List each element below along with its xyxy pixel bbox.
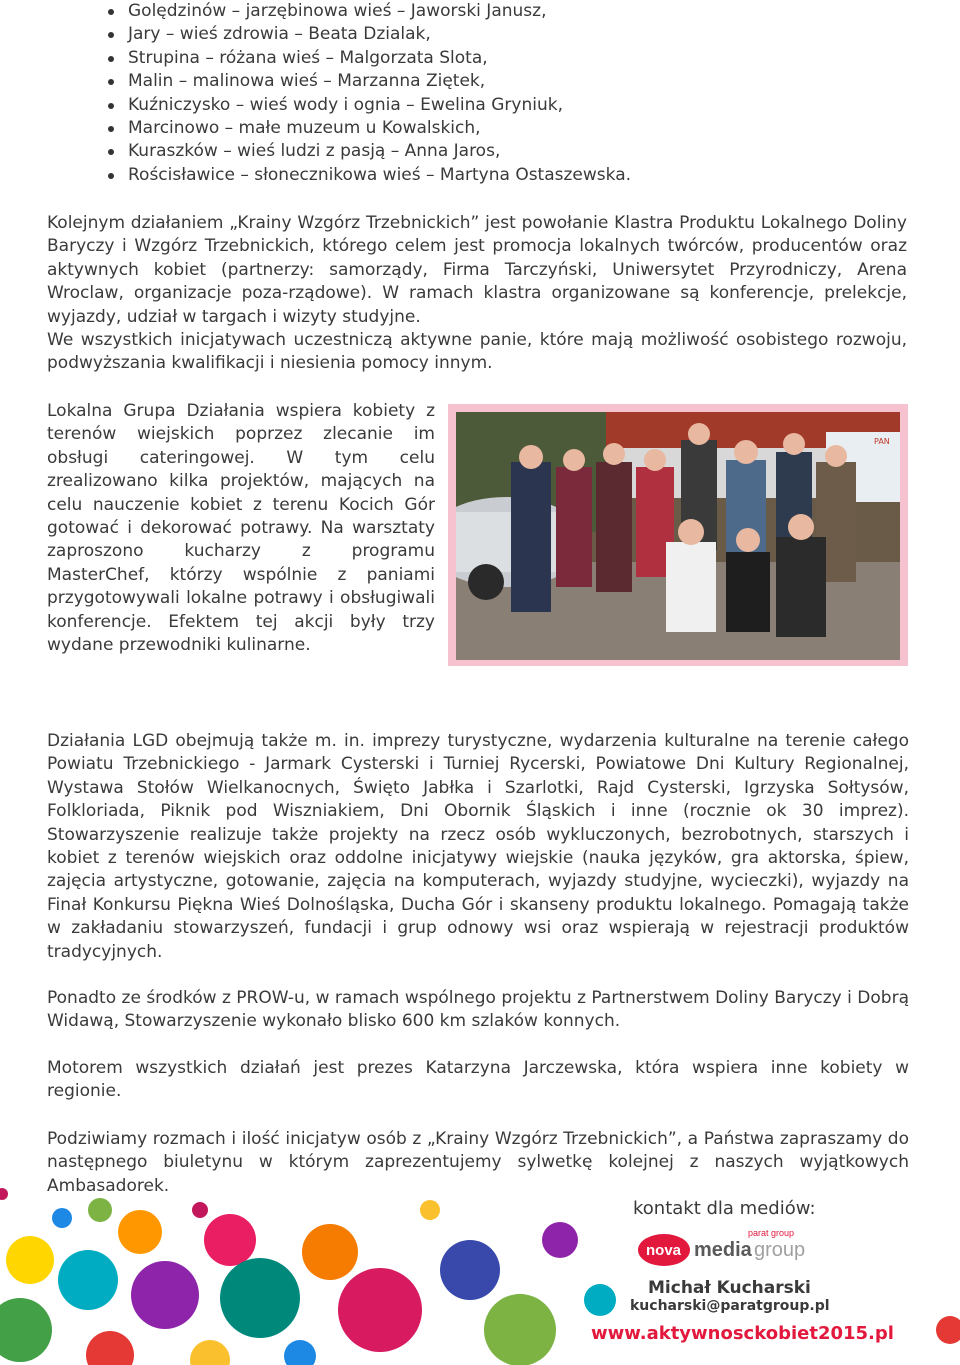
contact-email[interactable]: kucharski@paratgroup.pl <box>630 1298 830 1314</box>
logo-group-text: group <box>754 1239 806 1261</box>
catering-paragraph: Lokalna Grupa Działania wspiera kobiety z terenów wiejskich poprzez zlecanie im obsługi cateringowej. W tym celu zrealizowano kilka projektów, mających na celu nauczenie kobiet z terenu Kocich Gór gotować i dekorować potrawy. Na warsztaty zaproszono kucharzy z programu MasterChef, którzy wspólnie z paniami przygotowywali lokalne potrawy i obsługiwali konferencje. Efektem tej akcji były trzy wydane przewodniki kulinarne. <box>47 401 435 656</box>
list-item: Kuraszków – wieś ludzi z pasją – Anna Jaros, <box>128 140 631 163</box>
list-item: Marcinowo – małe muzeum u Kowalskich, <box>128 117 631 140</box>
list-item: Jary – wieś zdrowia – Beata Dzialak, <box>128 23 631 46</box>
nova-media-group-logo <box>638 1226 808 1268</box>
list-item: Rościsławice – słonecznikowa wieś – Martyna Ostaszewska. <box>128 164 631 187</box>
list-item: Strupina – różana wieś – Malgorzata Slota, <box>128 47 631 70</box>
prow-paragraph: Ponadto ze środków z PROW-u, w ramach wspólnego projektu z Partnerstwem Doliny Baryczy i Dobrą Widawą, Stowarzyszenie wykonało blisko 600 km szlaków konnych. <box>47 988 909 1032</box>
list-item: Golędzinów – jarzębinowa wieś – Jaworski Janusz, <box>128 0 631 23</box>
president-paragraph: Motorem wszystkich działań jest prezes Katarzyna Jarczewska, która wspiera inne kobiety w regionie. <box>47 1058 909 1102</box>
contact-label: kontakt dla mediów: <box>633 1198 816 1219</box>
list-item: Malin – malinowa wieś – Marzanna Ziętek, <box>128 70 631 93</box>
group-photo <box>456 412 900 660</box>
logo-media-text: media <box>694 1239 752 1261</box>
contact-name: Michał Kucharski <box>648 1278 811 1298</box>
cluster-text: Kolejnym działaniem „Krainy Wzgórz Trzebnickich” jest powołanie Klastra Produktu Lokalnego Doliny Baryczy i Wzgórz Trzebnickich, którego celem jest promocja lokalnych twórców, producentów oraz aktywnych kobiet (partnerzy: samorządy, Firma Tarczyński, Uniwersytet Przyrodniczy, Arena Wroclaw, organizacje poza-rządowe). W ramach klastra organizowane są konferencje, prelekcje, wyjazdy, udział w targach i wizyty studyjne. <box>47 213 907 327</box>
website-link[interactable]: www.aktywnosckobiet2015.pl <box>591 1323 894 1344</box>
logo-nova-text: nova <box>646 1242 682 1259</box>
cluster-paragraph <box>47 212 907 376</box>
list-item: Kuźniczysko – wieś wody i ognia – Ewelina Gryniuk, <box>128 94 631 117</box>
sign-text: PAN <box>874 437 890 446</box>
logo-parat-text: parat group <box>748 1228 795 1238</box>
events-paragraph: Działania LGD obejmują także m. in. imprezy turystyczne, wydarzenia kulturalne na terenie całego Powiatu Trzebnickiego - Jarmark Cysterski i Turniej Rycerski, Powiatowe Dni Kultury Regionalnej, Wystawa Stołów Wielkanocnych, Święto Jabłka i Szarlotki, Rajd Cysterski, Igrzyska Sołtysów, Folkloriada, Piknik pod Wiszniakiem, Dni Obornik Śląskich i inne (rocznie ok 30 imprez). Stowarzyszenie realizuje także projekty na rzecz osób wykluczonych, bezrobotnych, starszych i kobiet z terenów wiejskich oraz oddolne inicjatywy wiejskie (nauka języków, gra aktorska, śpiew, zajęcia artystyczne, gotowanie, zajęcia na komputerach, wyjazdy studyjne, wycieczki), wyjazdy na Finał Konkursu Piękna Wieś Dolnośląska, Ducha Gór i skanseny produktu lokalnego. Pomagają także w zakładaniu stowarzyszeń, fundacji i grup odnowy wsi oraz wspierają w rejestracji produktów tradycyjnych. <box>47 731 909 962</box>
closing-paragraph: Podziwiamy rozmach i ilość inicjatyw osób z „Krainy Wzgórz Trzebnickich”, a Państwa zapraszamy do następnego biuletynu w którym zaprezentujemy sylwetkę kolejnej z naszych wyjątkowych Ambasadorek. <box>47 1129 909 1196</box>
villages-list <box>100 0 631 187</box>
women-development-text: We wszystkich inicjatywach uczestniczą aktywne panie, które mają możliwość osobistego rozwoju, podwyższania kwalifikacji i niesienia pomocy innym. <box>47 330 907 374</box>
